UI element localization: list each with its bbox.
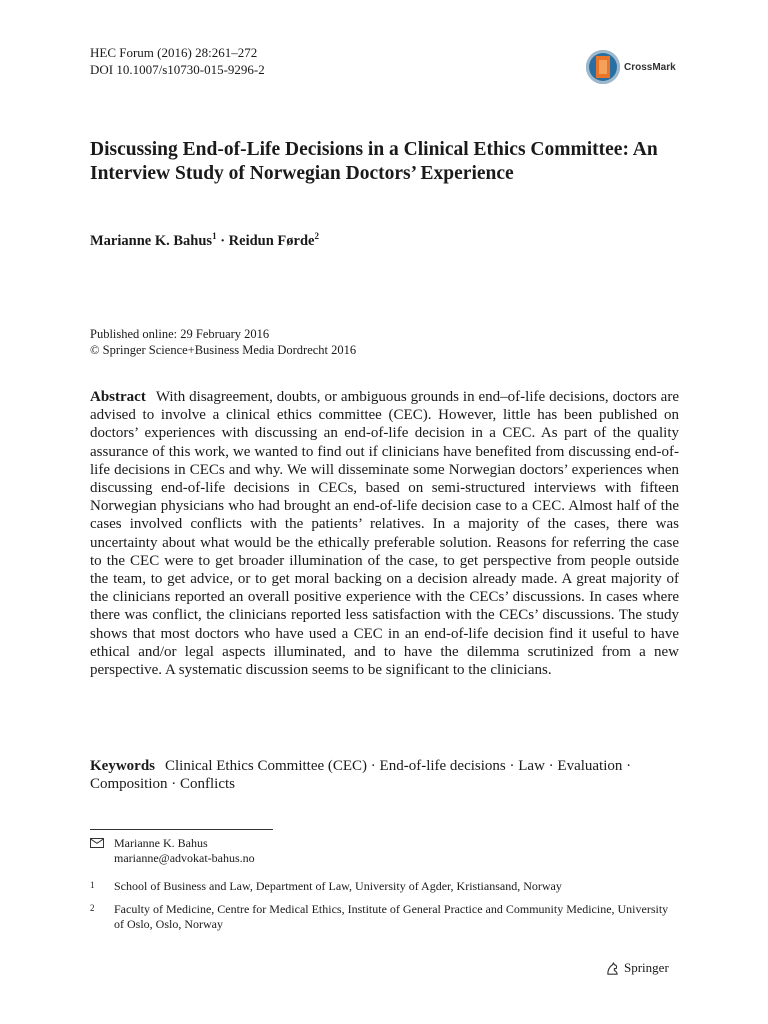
crossmark-icon: [586, 50, 620, 84]
springer-horse-icon: [605, 961, 620, 976]
correspondence-name: Marianne K. Bahus: [114, 836, 208, 850]
author-name[interactable]: Marianne K. Bahus: [90, 232, 213, 249]
affiliation-text: School of Business and Law, Department of Law, University of Agder, Kristiansand, Norway: [114, 879, 562, 893]
affiliation-item: [90, 879, 680, 894]
copyright-notice: © Springer Science+Business Media Dordrecht 2016: [90, 343, 357, 357]
affiliation-number: 2: [90, 903, 95, 913]
affiliation-mark: 2: [314, 231, 319, 241]
crossmark-label: CrossMark: [624, 61, 676, 73]
publication-info: [90, 326, 356, 358]
crossmark-button[interactable]: [586, 50, 676, 84]
abstract-heading: Abstract: [90, 389, 146, 405]
keywords: [90, 757, 679, 793]
journal-info: [90, 44, 265, 78]
affiliation-text: Faculty of Medicine, Centre for Medical Ethics, Institute of General Practice and Community Medicine, University of Oslo, Oslo, Norway: [114, 902, 669, 931]
keywords-text: Clinical Ethics Committee (CEC) · End-of-life decisions · Law · Evaluation · Composition · Conflicts: [90, 758, 632, 793]
affiliation-item: [90, 902, 680, 932]
published-online-date: Published online: 29 February 2016: [90, 327, 270, 341]
affiliation-mark: 1: [212, 231, 217, 241]
correspondence-note: [90, 836, 255, 866]
publisher-name: Springer: [624, 960, 669, 975]
footnote-divider: [90, 829, 273, 830]
envelope-icon: [90, 838, 104, 848]
keywords-heading: Keywords: [90, 758, 155, 774]
publisher-logo: [605, 960, 669, 976]
abstract: [90, 388, 679, 679]
doi-link[interactable]: DOI 10.1007/s10730-015-9296-2: [90, 62, 265, 77]
journal-citation: HEC Forum (2016) 28:261–272: [90, 45, 258, 60]
author-separator: ·: [216, 232, 229, 249]
affiliation-number: 1: [90, 880, 95, 890]
author-list: [90, 231, 319, 250]
correspondence-email[interactable]: marianne@advokat-bahus.no: [114, 851, 255, 865]
abstract-text: With disagreement, doubts, or ambiguous grounds in end–of-life decisions, doctors are advised to involve a clinical ethics committee (CEC). However, little has been published on doctors’ experiences with discussing an end-of-life decision in a CEC. As part of the quality assurance of this work, we wanted to find out if clinicians have benefited from discussing end-of-life decisions in CECs and why. We will disseminate some Norwegian doctors’ experiences when discussing end-of-life decisions in CECs, based on semi-structured interviews with fifteen Norwegian physicians who had brought an end-of-life decision case to a CEC. Almost half of the cases involved conflicts with the patients’ relatives. In a majority of the cases, there was uncertainty about what would be the ethically preferable solution. Reasons for referring the case to the CEC were to get broader illumination of the case, to get perspective from people outside the team, to get advice, or to get moral backing on a decision already made. A great majority of the clinicians reported an overall positive experience with the CECs’ discussions. In cases where there was conflict, the clinicians reported less satisfaction with the CECs’ discussions. The study shows that most doctors who have used a CEC in an end-of-life decision find it useful to have ethical and/or legal aspects illuminated, and to have the dilemma scrutinized from a new perspective. A systematic discussion seems to be significant to the clinicians.: [90, 389, 679, 679]
author-name[interactable]: Reidun Førde: [228, 232, 315, 249]
article-title: Discussing End-of-Life Decisions in a Clinical Ethics Committee: An Interview Study of Norwegian Doctors’ Experience: [90, 139, 658, 184]
